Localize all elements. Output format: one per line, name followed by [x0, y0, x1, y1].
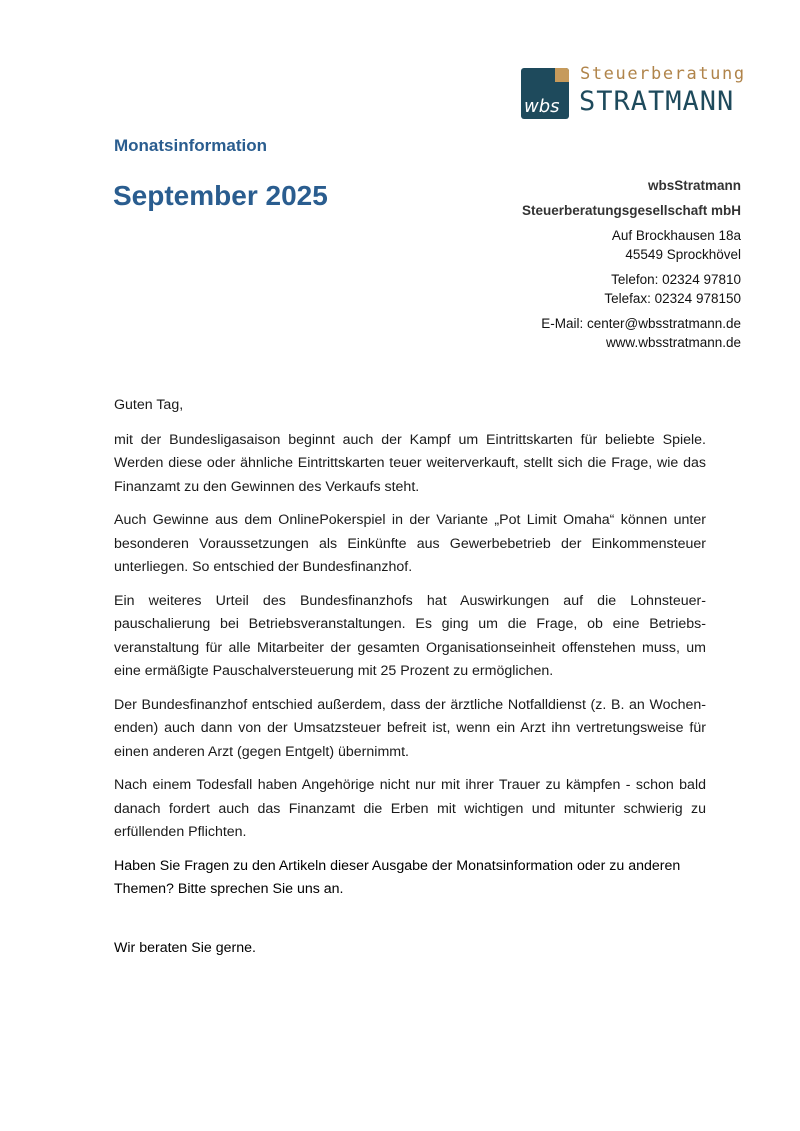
- company-logo: [521, 64, 751, 120]
- page-title: September 2025: [113, 180, 328, 211]
- letter-closing: Wir beraten Sie gerne.: [114, 940, 256, 956]
- logo-mark: [521, 68, 569, 119]
- city-address: 45549 Sprockhövel: [625, 247, 741, 262]
- letter-body: [114, 394, 706, 912]
- letter-question: Haben Sie Fragen zu den Artikeln dieser Ausgabe der Monatsinformation oder zu anderen Themen? Bitte sprechen Sie uns an.: [114, 857, 681, 897]
- firm-legal-name: Steuerberatungsgesellschaft mbH: [521, 203, 741, 218]
- logo-wordmark: STRATMANN: [579, 86, 735, 117]
- firm-name: wbsStratmann: [647, 178, 741, 193]
- logo-mark-text: wbs: [524, 96, 560, 117]
- letter-paragraph: Nach einem Todesfall haben Angehörige nicht nur mit ihrer Trauer zu kämpfen - schon bald danach fordert auch das Finanzamt die Erben mit wichtigen und mitunter schwierig zu erfüllenden Pflichten.: [114, 777, 706, 840]
- phone-number: Telefon: 02324 97810: [611, 272, 741, 287]
- letter-paragraph: mit der Bundesligasaison beginnt auch der Kampf um Eintrittskarten für beliebte Spiele. Werden diese oder ähnliche Eintrittskarten teuer weiterverkauft, stellt sich die Frage, wie das Finanzamt zu den Gewinnen des Verkaufs steht.: [114, 431, 706, 495]
- email-address[interactable]: E-Mail: center@wbsstratmann.de: [541, 316, 741, 331]
- letter-paragraph: Der Bundesfinanzhof entschied außerdem, dass der ärztliche Notfalldienst (z. B. an Wochen-enden) auch dann von der Umsatzsteuer befreit ist, wenn ein Arzt ihn vertretungsweise für einen anderen Arzt (gegen Entgelt) übernimmt.: [114, 696, 706, 760]
- street-address: Auf Brockhausen 18a: [611, 228, 741, 243]
- website-link[interactable]: www.wbsstratmann.de: [605, 335, 741, 350]
- logo-corner-accent: [555, 68, 569, 82]
- fax-number: Telefax: 02324 978150: [604, 291, 741, 306]
- letter-paragraph: Ein weiteres Urteil des Bundesfinanzhofs hat Auswirkungen auf die Lohnsteuer-pauschalierung bei Betriebsveranstaltungen. Es ging um die Frage, ob eine Betriebs-veranstaltung für alle Mitarbeiter der gesamten Organisationseinheit offenstehen muss, um eine ermäßigte Pauschalversteuerung mit 25 Prozent zu ermöglichen.: [114, 592, 706, 679]
- newsletter-kicker: Monatsinformation: [114, 136, 267, 155]
- letter-greeting: Guten Tag,: [114, 397, 184, 413]
- letter-paragraph: Auch Gewinne aus dem OnlinePokerspiel in der Variante „Pot Limit Omaha“ können unter besonderen Voraussetzungen als Einkünfte aus Gewerbebetrieb der Einkommensteuer unterliegen. So entschied der Bundesfinanzhof.: [114, 512, 706, 575]
- sender-address-block: [522, 176, 741, 352]
- logo-tagline: Steuerberatung: [580, 64, 746, 84]
